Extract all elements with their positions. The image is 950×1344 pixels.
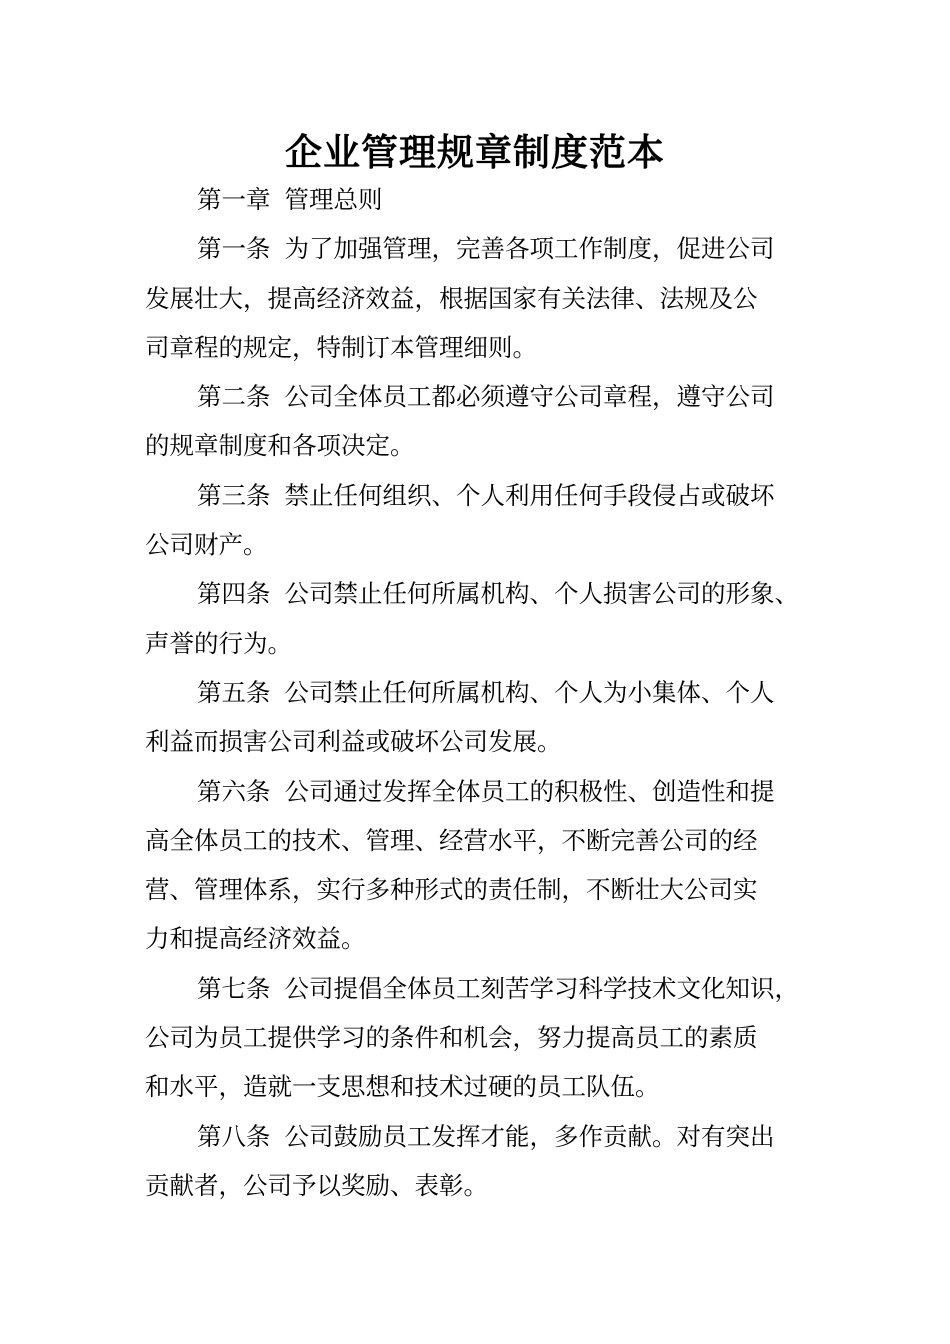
document-body: [145, 175, 835, 1210]
article-first-line: [145, 224, 835, 273]
article-line: 贡献者，公司予以奖励、表彰。: [145, 1170, 488, 1200]
article-1: [145, 224, 835, 372]
article-line: 营、管理体系，实行多种形式的责任制，不断壮大公司实: [145, 875, 758, 905]
chapter-name: 管理总则: [284, 185, 383, 214]
article-number: 第七条: [197, 973, 271, 1003]
article-6: [145, 767, 835, 964]
article-line: 和水平，造就一支思想和技术过硬的员工队伍。: [145, 1072, 660, 1102]
article-text: 公司提倡全体员工刻苦学习科学技术文化知识，: [284, 973, 799, 1003]
chapter-heading: [145, 175, 835, 224]
article-text: 公司禁止任何所属机构、个人为小集体、个人: [284, 677, 775, 707]
article-line: 的规章制度和各项决定。: [145, 431, 415, 461]
article-first-line: [145, 668, 835, 717]
article-line: 力和提高经济效益。: [145, 924, 366, 954]
article-line: 发展壮大，提高经济效益，根据国家有关法律、法规及公: [145, 283, 758, 313]
article-4: [145, 569, 835, 668]
article-first-line: [145, 569, 835, 618]
article-text: 为了加强管理，完善各项工作制度，促进公司: [284, 234, 775, 264]
article-line: 司章程的规定，特制订本管理细则。: [145, 332, 537, 362]
article-number: 第四条: [197, 579, 271, 609]
chapter-number: 第一章: [197, 185, 271, 214]
article-text: 公司全体员工都必须遵守公司章程，遵守公司: [284, 382, 775, 412]
article-3: [145, 471, 835, 570]
article-2: [145, 372, 835, 471]
article-first-line: [145, 1112, 835, 1161]
article-line: 声誉的行为。: [145, 628, 292, 658]
article-text: 公司禁止任何所属机构、个人损害公司的形象、: [284, 579, 799, 609]
article-first-line: [145, 471, 835, 520]
article-number: 第六条: [197, 776, 271, 806]
article-line: 公司为员工提供学习的条件和机会，努力提高员工的素质: [145, 1023, 758, 1053]
article-first-line: [145, 767, 835, 816]
article-number: 第二条: [197, 382, 271, 412]
article-text: 禁止任何组织、个人利用任何手段侵占或破坏: [284, 480, 775, 510]
article-5: [145, 668, 835, 767]
article-text: 公司通过发挥全体员工的积极性、创造性和提: [284, 776, 775, 806]
article-number: 第五条: [197, 677, 271, 707]
document-title: 企业管理规章制度范本: [285, 130, 665, 174]
article-line: 高全体员工的技术、管理、经营水平，不断完善公司的经: [145, 825, 758, 855]
article-line: 利益而损害公司利益或破坏公司发展。: [145, 727, 562, 757]
article-number: 第一条: [197, 234, 271, 264]
article-first-line: [145, 964, 835, 1013]
article-text: 公司鼓励员工发挥才能，多作贡献。对有突出: [284, 1121, 775, 1151]
article-7: [145, 964, 835, 1112]
article-first-line: [145, 372, 835, 421]
article-number: 第八条: [197, 1121, 271, 1151]
article-8: [145, 1112, 835, 1211]
article-line: 公司财产。: [145, 530, 268, 560]
article-number: 第三条: [197, 480, 271, 510]
